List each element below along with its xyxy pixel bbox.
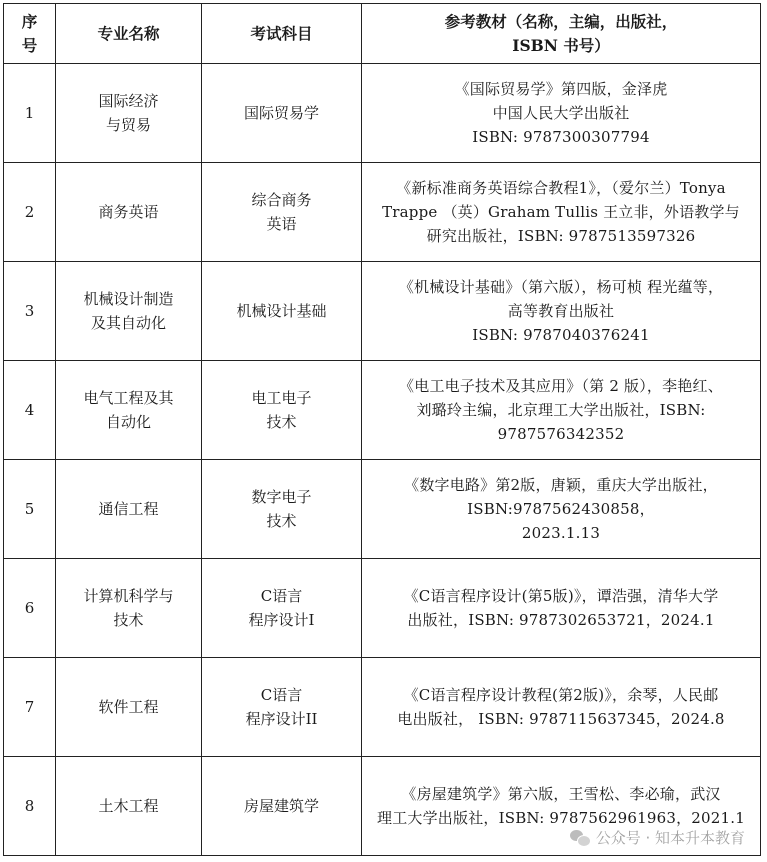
reference-book-line: 《C语言程序设计(第5版)》，谭浩强，清华大学 xyxy=(403,587,719,605)
major-name-line: 机械设计制造 xyxy=(83,290,174,308)
major-name xyxy=(56,64,202,163)
exam-subject xyxy=(202,361,362,460)
major-name-line: 自动化 xyxy=(105,413,151,431)
header-ref-line1: 参考教材（名称，主编，出版社， xyxy=(444,11,678,31)
exam-subject-line: 技术 xyxy=(266,413,297,431)
wechat-icon xyxy=(570,830,590,846)
major-name-line: 土木工程 xyxy=(98,797,159,815)
exam-subject-line: 程序设计II xyxy=(245,710,318,728)
major-name-line: 商务英语 xyxy=(98,203,159,221)
reference-book xyxy=(362,64,761,163)
reference-book-line: 理工大学出版社，ISBN: 9787562961963，2021.1 xyxy=(377,809,745,827)
exam-subject-line: 综合商务 xyxy=(251,191,312,209)
table-row xyxy=(4,262,761,361)
reference-book xyxy=(362,361,761,460)
reference-book xyxy=(362,460,761,559)
reference-book-line: ISBN: 9787040376241 xyxy=(472,326,650,344)
exam-subject-line: 英语 xyxy=(266,215,297,233)
major-name-line: 及其自动化 xyxy=(90,314,166,332)
header-no xyxy=(4,4,56,64)
row-number: 7 xyxy=(4,658,56,757)
watermark xyxy=(570,827,745,848)
reference-book-line: 中国人民大学出版社 xyxy=(492,104,630,122)
table-row xyxy=(4,460,761,559)
exam-subject-line: 机械设计基础 xyxy=(236,302,327,320)
exam-subject xyxy=(202,658,362,757)
header-ref-line2: ISBN 书号） xyxy=(512,35,610,55)
row-number: 6 xyxy=(4,559,56,658)
major-name-line: 技术 xyxy=(113,611,144,629)
major-name-line: 软件工程 xyxy=(98,698,159,716)
exam-subject xyxy=(202,163,362,262)
reference-book-line: ISBN: 9787300307794 xyxy=(472,128,650,146)
row-number: 2 xyxy=(4,163,56,262)
table-row xyxy=(4,163,761,262)
major-name xyxy=(56,262,202,361)
major-name xyxy=(56,361,202,460)
row-number: 4 xyxy=(4,361,56,460)
table-row xyxy=(4,559,761,658)
reference-book-line: 《新标准商务英语综合教程1》，（爱尔兰）Tonya xyxy=(396,179,726,197)
reference-book-line: ISBN:9787562430858， xyxy=(467,500,655,518)
exam-subject xyxy=(202,757,362,856)
row-number: 3 xyxy=(4,262,56,361)
row-number: 5 xyxy=(4,460,56,559)
major-name-line: 国际经济 xyxy=(98,92,159,110)
major-name xyxy=(56,658,202,757)
table-row xyxy=(4,64,761,163)
reference-book xyxy=(362,559,761,658)
table-row xyxy=(4,361,761,460)
exam-subject xyxy=(202,64,362,163)
header-major: 专业名称 xyxy=(56,4,202,64)
reference-book-line: 高等教育出版社 xyxy=(507,302,615,320)
header-no-line1: 序 xyxy=(21,11,38,31)
reference-book-line: 2023.1.13 xyxy=(521,524,601,542)
reference-book-line: Trappe （英）Graham Tullis 王立非，外语教学与 xyxy=(382,203,740,221)
table-header-row xyxy=(4,4,761,64)
reference-book-line: 刘璐玲主编，北京理工大学出版社，ISBN: xyxy=(416,401,706,419)
major-name-line: 电气工程及其 xyxy=(83,389,174,407)
exam-subject xyxy=(202,262,362,361)
major-name-line: 计算机科学与 xyxy=(83,587,174,605)
major-name xyxy=(56,163,202,262)
reference-book-line: 《房屋建筑学》第六版，王雪松、李必瑜，武汉 xyxy=(401,785,721,803)
exam-subject xyxy=(202,559,362,658)
reference-book-line: 出版社，ISBN: 9787302653721，2024.1 xyxy=(407,611,715,629)
major-name xyxy=(56,757,202,856)
major-name xyxy=(56,460,202,559)
exam-subject-line: 房屋建筑学 xyxy=(243,797,319,815)
major-name xyxy=(56,559,202,658)
reference-book-line: 《数字电路》第2版，唐颖，重庆大学出版社， xyxy=(404,476,718,494)
exam-subject-line: C语言 xyxy=(260,686,303,704)
reference-book xyxy=(362,163,761,262)
row-number: 1 xyxy=(4,64,56,163)
header-subject: 考试科目 xyxy=(202,4,362,64)
textbook-table xyxy=(3,3,761,856)
reference-book-line: 电出版社， ISBN: 9787115637345，2024.8 xyxy=(397,710,725,728)
reference-book-line: 《国际贸易学》第四版，金泽虎 xyxy=(454,80,668,98)
reference-book-line: 《C语言程序设计教程(第2版)》，余琴，人民邮 xyxy=(403,686,719,704)
watermark-text: 公众号 · 知本升本教育 xyxy=(595,829,745,847)
exam-subject-line: 电工电子 xyxy=(251,389,312,407)
reference-book-line: 研究出版社，ISBN: 9787513597326 xyxy=(426,227,696,245)
header-no-line2: 号 xyxy=(21,35,38,55)
reference-book xyxy=(362,658,761,757)
row-number: 8 xyxy=(4,757,56,856)
reference-book-line: 《机械设计基础》（第六版），杨可桢 程光蕴等， xyxy=(398,278,724,296)
exam-subject-line: C语言 xyxy=(260,587,303,605)
exam-subject-line: 数字电子 xyxy=(251,488,312,506)
exam-subject-line: 程序设计I xyxy=(248,611,315,629)
exam-subject-line: 国际贸易学 xyxy=(243,104,319,122)
reference-book-line: 《电工电子技术及其应用》（第 2 版），李艳红、 xyxy=(399,377,723,395)
exam-subject-line: 技术 xyxy=(266,512,297,530)
major-name-line: 通信工程 xyxy=(98,500,159,518)
reference-book-line: 9787576342352 xyxy=(497,425,625,443)
major-name-line: 与贸易 xyxy=(105,116,151,134)
table-row xyxy=(4,658,761,757)
header-reference xyxy=(362,4,761,64)
exam-subject xyxy=(202,460,362,559)
reference-book xyxy=(362,262,761,361)
